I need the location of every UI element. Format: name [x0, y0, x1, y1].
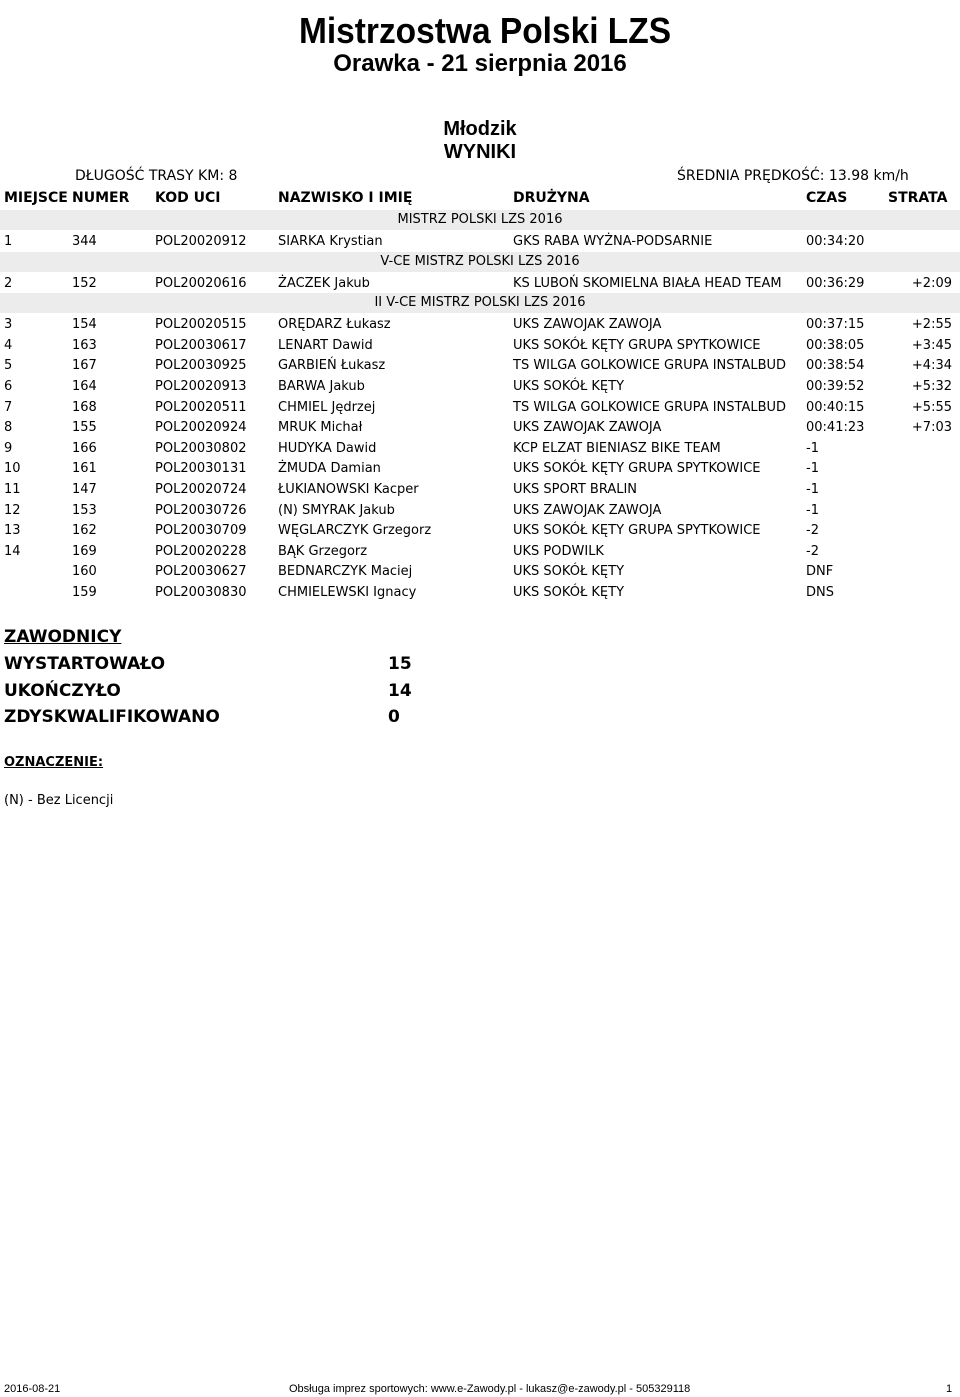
- table-row: [0, 397, 960, 417]
- cell-place: 11: [4, 482, 21, 497]
- col-number: NUMER: [72, 190, 130, 206]
- started-label: WYSTARTOWAŁO: [4, 654, 166, 674]
- cell-name: CHMIEL Jędrzej: [278, 399, 376, 415]
- cell-gap: +5:55: [911, 399, 952, 415]
- cell-place: 10: [4, 461, 21, 477]
- cell-time: 00:36:29: [806, 275, 865, 291]
- cell-gap: +4:34: [911, 358, 952, 374]
- cell-time: -2: [806, 523, 819, 539]
- cell-place: 8: [4, 420, 13, 436]
- average-speed: ŚREDNIA PRĘDKOŚĆ: 13.98 km/h: [677, 168, 909, 184]
- cell-number: 154: [72, 317, 97, 333]
- route-distance: DŁUGOŚĆ TRASY KM: 8: [75, 168, 238, 184]
- cell-place: 5: [4, 358, 13, 374]
- cell-uci: POL20020515: [155, 317, 247, 333]
- cell-time: 00:41:23: [806, 420, 865, 436]
- cell-name: MRUK Michał: [278, 420, 363, 436]
- cell-name: SIARKA Krystian: [278, 234, 383, 249]
- cell-number: 155: [72, 420, 97, 436]
- table-row: [0, 479, 960, 499]
- table-row: [0, 458, 960, 478]
- cell-uci: POL20030617: [155, 337, 247, 353]
- cell-name: HUDYKA Dawid: [278, 440, 377, 456]
- cell-place: 13: [4, 523, 21, 539]
- cell-team: UKS ZAWOJAK ZAWOJA: [513, 420, 662, 436]
- col-time: CZAS: [806, 190, 848, 206]
- cell-name: ŻMUDA Damian: [278, 461, 381, 477]
- cell-place: 6: [4, 379, 13, 394]
- cell-time: 00:34:20: [806, 234, 865, 249]
- cell-uci: POL20020724: [155, 482, 247, 497]
- table-row: [0, 541, 960, 561]
- cell-team: UKS PODWILK: [513, 543, 604, 559]
- cell-time: -1: [806, 440, 819, 456]
- cell-place: 3: [4, 317, 13, 333]
- cell-team: UKS SPORT BRALIN: [513, 482, 638, 497]
- cell-name: GARBIEŃ Łukasz: [278, 358, 386, 374]
- cell-time: 00:39:52: [806, 379, 865, 394]
- cell-place: 1: [4, 234, 13, 249]
- cell-team: UKS SOKÓŁ KĘTY: [513, 564, 625, 580]
- cell-name: LENART Dawid: [278, 337, 373, 353]
- cell-time: -2: [806, 543, 819, 559]
- cell-name: ŻACZEK Jakub: [278, 275, 370, 291]
- table-row: [0, 417, 960, 437]
- table-row: [0, 335, 960, 355]
- cell-time: 00:38:05: [806, 337, 865, 353]
- cell-uci: POL20030709: [155, 523, 247, 539]
- cell-place: 7: [4, 399, 13, 415]
- document-subtitle: Orawka - 21 sierpnia 2016: [333, 50, 627, 77]
- cell-time: 00:37:15: [806, 317, 865, 333]
- cell-uci: POL20030925: [155, 358, 247, 374]
- cell-time: -1: [806, 461, 819, 477]
- medal-heading: [0, 252, 960, 272]
- col-gap: STRATA: [888, 190, 948, 206]
- medal-heading: [0, 293, 960, 313]
- cell-place: 2: [4, 275, 13, 291]
- table-row: [0, 438, 960, 458]
- disqualified-value: 0: [388, 707, 400, 727]
- cell-team: UKS SOKÓŁ KĘTY GRUPA SPYTKOWICE: [513, 461, 761, 477]
- cell-number: 168: [72, 399, 97, 415]
- legend-heading: OZNACZENIE:: [4, 755, 104, 770]
- cell-time: -1: [806, 502, 819, 518]
- cell-number: 344: [72, 234, 97, 249]
- table-row: [0, 314, 960, 334]
- finished-value: 14: [388, 681, 412, 701]
- cell-name: ORĘDARZ Łukasz: [278, 317, 391, 333]
- cell-gap: +7:03: [911, 420, 952, 436]
- cell-place: 9: [4, 440, 13, 456]
- started-value: 15: [388, 654, 412, 674]
- document-title: Mistrzostwa Polski LZS: [298, 10, 672, 51]
- cell-name: BARWA Jakub: [278, 379, 365, 394]
- cell-number: 161: [72, 461, 97, 477]
- cell-time: 00:40:15: [806, 399, 865, 415]
- cell-team: UKS SOKÓŁ KĘTY GRUPA SPYTKOWICE: [513, 337, 761, 353]
- table-row: [0, 231, 960, 251]
- cell-team: UKS SOKÓŁ KĘTY: [513, 379, 625, 394]
- table-row: [0, 582, 960, 602]
- table-row: [0, 355, 960, 375]
- cell-gap: +3:45: [911, 337, 952, 353]
- col-team: DRUŻYNA: [513, 190, 590, 206]
- medal-heading-label: II V-CE MISTRZ POLSKI LZS 2016: [374, 295, 586, 311]
- table-row: [0, 561, 960, 581]
- col-place: MIEJSCE: [4, 190, 68, 206]
- cell-number: 167: [72, 358, 97, 374]
- cell-uci: POL20020616: [155, 275, 247, 291]
- cell-team: TS WILGA GOLKOWICE GRUPA INSTALBUD: [513, 358, 787, 374]
- cell-number: 159: [72, 585, 97, 600]
- cell-uci: POL20030131: [155, 461, 247, 477]
- cell-uci: POL20030830: [155, 585, 247, 600]
- cell-name: CHMIELEWSKI Ignacy: [278, 585, 417, 600]
- footer-page-number: 1: [946, 1383, 953, 1395]
- cell-number: 162: [72, 523, 97, 539]
- cell-uci: POL20020913: [155, 379, 247, 394]
- cell-uci: POL20030726: [155, 502, 247, 518]
- cell-team: GKS RABA WYŻNA-PODSARNIE: [513, 234, 713, 249]
- cell-time: DNS: [806, 585, 834, 600]
- cell-place: 12: [4, 502, 21, 518]
- medal-heading-label: V-CE MISTRZ POLSKI LZS 2016: [380, 253, 580, 269]
- cell-team: KCP ELZAT BIENIASZ BIKE TEAM: [513, 440, 721, 456]
- medal-heading-label: MISTRZ POLSKI LZS 2016: [397, 212, 563, 227]
- cell-number: 152: [72, 275, 97, 291]
- cell-time: DNF: [806, 564, 834, 580]
- cell-team: UKS ZAWOJAK ZAWOJA: [513, 317, 662, 333]
- cell-uci: POL20030802: [155, 440, 247, 456]
- medal-heading: [0, 210, 960, 230]
- cell-number: 166: [72, 440, 97, 456]
- cell-gap: +2:09: [911, 275, 952, 291]
- cell-number: 153: [72, 502, 97, 518]
- summary-heading: ZAWODNICY: [4, 627, 122, 647]
- cell-name: BEDNARCZYK Maciej: [278, 564, 413, 580]
- cell-number: 169: [72, 543, 97, 559]
- cell-place: 14: [4, 543, 21, 559]
- col-name: NAZWISKO I IMIĘ: [278, 190, 413, 206]
- results-label: WYNIKI: [443, 141, 517, 163]
- cell-team: UKS SOKÓŁ KĘTY: [513, 585, 625, 600]
- finished-label: UKOŃCZYŁO: [4, 681, 121, 701]
- table-row: [0, 273, 960, 293]
- cell-uci: POL20030627: [155, 564, 247, 580]
- cell-team: KS LUBOŃ SKOMIELNA BIAŁA HEAD TEAM: [513, 275, 782, 291]
- cell-gap: +5:32: [911, 379, 952, 394]
- cell-number: 147: [72, 482, 97, 497]
- cell-number: 160: [72, 564, 97, 580]
- cell-number: 164: [72, 379, 97, 394]
- disqualified-label: ZDYSKWALIFIKOWANO: [4, 707, 220, 727]
- footer-date: 2016-08-21: [4, 1383, 61, 1395]
- footer-service: Obsługa imprez sportowych: www.e-Zawody.pl - lukasz@e-zawody.pl - 505329118: [289, 1383, 691, 1395]
- table-row: [0, 500, 960, 520]
- table-row: [0, 520, 960, 540]
- cell-team: UKS SOKÓŁ KĘTY GRUPA SPYTKOWICE: [513, 523, 761, 539]
- cell-name: (N) SMYRAK Jakub: [278, 502, 395, 518]
- cell-number: 163: [72, 337, 97, 353]
- cell-gap: +2:55: [911, 317, 952, 333]
- cell-place: 4: [4, 337, 13, 353]
- cell-uci: POL20020511: [155, 399, 247, 415]
- col-uci: KOD UCI: [155, 190, 221, 206]
- legend-note: (N) - Bez Licencji: [4, 793, 114, 808]
- cell-uci: POL20020912: [155, 234, 247, 249]
- cell-name: ŁUKIANOWSKI Kacper: [278, 482, 419, 497]
- cell-time: 00:38:54: [806, 358, 865, 374]
- cell-team: TS WILGA GOLKOWICE GRUPA INSTALBUD: [513, 399, 787, 415]
- table-row: [0, 376, 960, 396]
- category-label: Młodzik: [443, 118, 517, 140]
- cell-uci: POL20020228: [155, 543, 247, 559]
- cell-time: -1: [806, 482, 819, 497]
- cell-name: WĘGLARCZYK Grzegorz: [278, 523, 432, 539]
- cell-team: UKS ZAWOJAK ZAWOJA: [513, 502, 662, 518]
- cell-name: BĄK Grzegorz: [278, 543, 368, 559]
- cell-uci: POL20020924: [155, 420, 247, 436]
